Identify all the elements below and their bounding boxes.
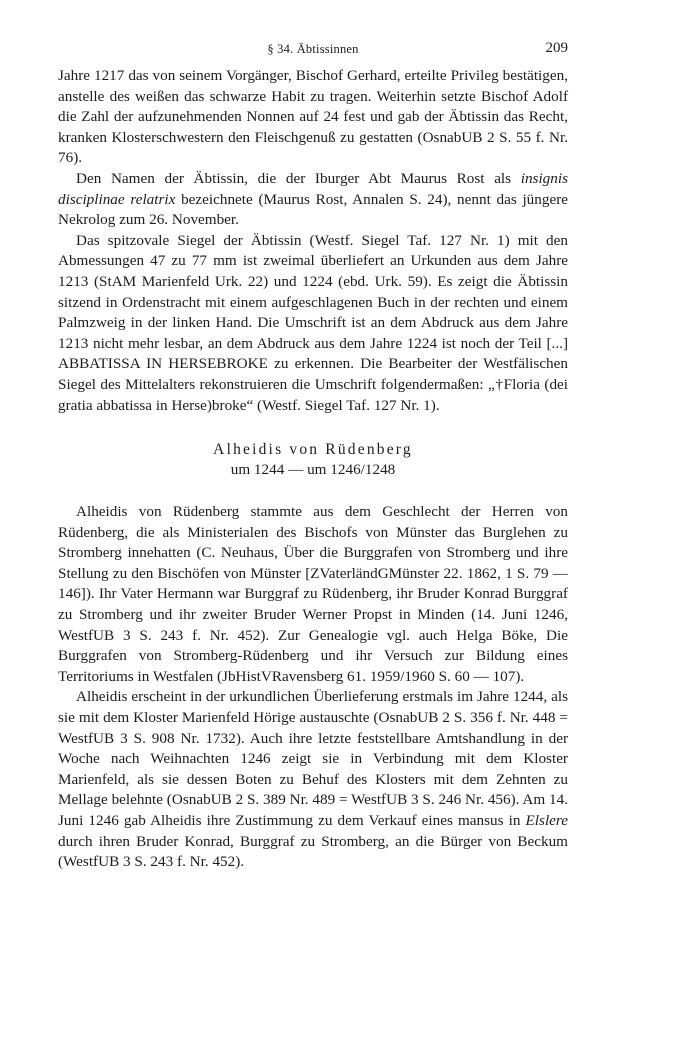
paragraph-text: Jahre 1217 das von seinem Vorgänger, Bischof Gerhard, erteilte Privileg bestätigen, anstelle des weißen das schwarze Habit zu tragen. Weiterhin setzte Bischof Adolf die Zahl der aufzunehmenden Nonnen auf 24 fest und gab der Äbtissin das Recht, kranken Klosterschwestern den Fleischgenuß zu gestatten (OsnabUB 2 S. 55 f. Nr. 76). — [58, 67, 568, 167]
body-text-top — [58, 66, 568, 416]
italic-latin-phrase: insignis disciplinae relatrix — [58, 169, 568, 208]
section-dates: um 1244 — um 1246/1248 — [230, 461, 396, 479]
page-number: 209 — [545, 40, 568, 56]
paragraph-herkunft — [58, 502, 568, 687]
book-page — [58, 0, 568, 873]
paragraph-siegel — [58, 231, 568, 416]
paragraph-name-der-aebtissin — [58, 169, 568, 231]
paragraph-text: durch ihren Bruder Konrad, Burggraf zu Stromberg, an die Bürger von Beckum (WestfUB 3 S. 243 f. Nr. 452). — [58, 832, 568, 871]
paragraph-text: Alheidis von Rüdenberg stammte aus dem Geschlecht der Herren von Rüdenberg, die als Ministerialen des Bischofs von Münster das Burglehen zu Stromberg innehatten (C. Neuhaus, Über die Burggrafen von Stromberg und ihre Stellung zu den Bischöfen von Münster [ZVaterländGMünster 22. 1862, 1 S. 79 — 146]). Ihr Vater Hermann war Burggraf zu Rüdenberg, ihr Bruder Konrad Burggraf zu Stromberg und ihr zweiter Bruder Werner Propst in Minden (14. Juni 1246, WestfUB 3 S. 243 f. Nr. 452). Zur Genealogie vgl. auch Helga Böke, Die Burggrafen von Stromberg-Rüdenberg und ihr Versuch zur Bildung eines Territoriums in Westfalen (JbHistVRavensberg 61. 1959/1960 S. 60 — 107). — [58, 503, 568, 685]
section-name: Alheidis von Rüdenberg — [213, 441, 413, 459]
body-text-bottom — [58, 502, 568, 873]
paragraph-privileg — [58, 66, 568, 169]
paragraph-text: Alheidis erscheint in der urkundlichen Überlieferung erstmals im Jahre 1244, als sie mit dem Kloster Marienfeld Hörige austauschte (OsnabUB 2 S. 356 f. Nr. 448 = WestfUB 3 S. 908 Nr. 1732). Auch ihre letzte feststellbare Amtshandlung in der Woche nach Weihnachten 1246 zeigt sie in Verbindung mit dem Kloster Marienfeld, als sie dessen Boten zu Behuf des Klosters mit dem Zehnten zu Mellage belehnte (OsnabUB 2 S. 389 Nr. 489 = WestfUB 3 S. 246 Nr. 456). Am 14. Juni 1246 gab Alheidis ihre Zustimmung zu dem Verkauf eines mansus in — [58, 688, 568, 829]
paragraph-text: Das spitzovale Siegel der Äbtissin (Westf. Siegel Taf. 127 Nr. 1) mit den Abmessungen 47 zu 77 mm ist zweimal überliefert an Urkunden aus dem Jahre 1213 (StAM Marienfeld Urk. 22) und 1224 (ebd. Urk. 59). Es zeigt die Äbtissin sitzend in Ordenstracht mit einem aufgeschlagenen Buch in der rechten und einem Palmzweig in der linken Hand. Die Umschrift ist an dem Abdruck aus dem Jahre 1213 nicht mehr lesbar, an dem Abdruck aus dem Jahre 1224 ist noch der Teil [...] ABBATISSA IN HERSEBROKE zu erkennen. Die Bearbeiter der Westfälischen Siegel des Mittelalters rekonstruieren die Umschrift folgendermaßen: „†Floria (dei gratia abbatissa in Herse)broke“ (Westf. Siegel Taf. 127 Nr. 1). — [58, 231, 568, 414]
section-heading — [58, 439, 568, 480]
running-title: § 34. Äbtissinnen — [267, 42, 359, 56]
paragraph-text: Den Namen der Äbtissin, die der Iburger Abt Maurus Rost als — [76, 169, 521, 187]
paragraph-ueberlieferung — [58, 687, 568, 872]
running-header — [58, 0, 568, 66]
italic-place-name: Elslere — [525, 812, 568, 829]
paragraph-text: bezeichnete (Maurus Rost, Annalen S. 24), nennt das jüngere Nekrolog zum 26. November. — [58, 190, 568, 229]
